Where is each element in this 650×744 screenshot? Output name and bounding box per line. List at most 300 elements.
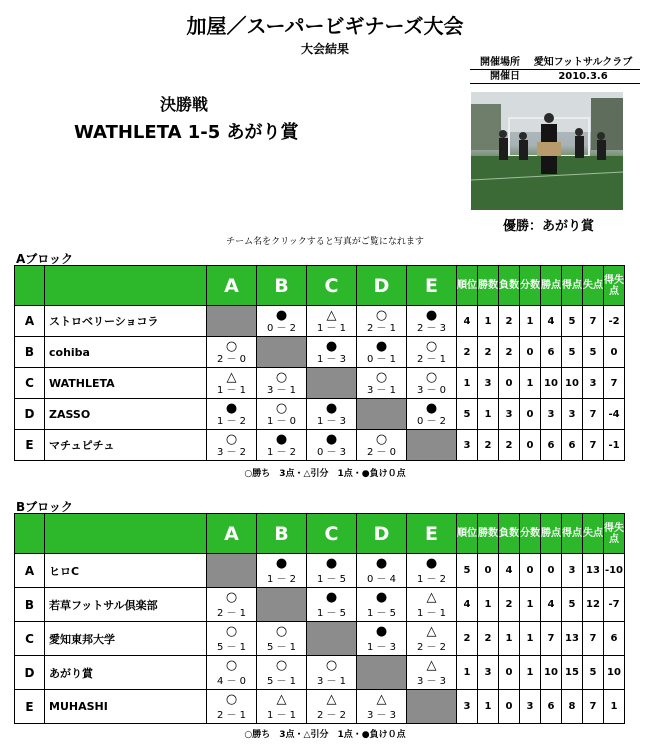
match-score: 2 － 2: [416, 642, 447, 653]
team-name-cell: [45, 554, 207, 588]
match-result: [357, 588, 407, 622]
self-match-cell: [407, 690, 457, 724]
stat-value: 0: [499, 656, 520, 690]
match-result: [407, 337, 457, 368]
stat-value: 1: [520, 656, 541, 690]
stat-value: 2: [499, 430, 520, 461]
stat-value: 2: [478, 430, 499, 461]
row-letter: B: [15, 588, 45, 622]
match-result: [207, 656, 257, 690]
team-name-link[interactable]: 若草フットサル倶楽部: [49, 598, 158, 612]
match-result: [207, 690, 257, 724]
match-result: [307, 337, 357, 368]
stat-header: 得点: [562, 266, 583, 306]
match-result: [357, 368, 407, 399]
row-letter: D: [15, 399, 45, 430]
row-letter: E: [15, 690, 45, 724]
team-name-link[interactable]: あがり賞: [49, 666, 93, 680]
block-a-title: Aブロック: [16, 252, 74, 266]
stat-header: 分数: [520, 266, 541, 306]
table-row: [15, 337, 625, 368]
date-value: 2010.3.6: [558, 71, 608, 82]
venue-value: 愛知フットサルクラブ: [533, 57, 633, 68]
table-row: [15, 588, 625, 622]
result-symbol: ●: [225, 401, 238, 416]
match-score: 2 － 0: [366, 447, 397, 458]
stat-header: 得点: [562, 514, 583, 554]
result-symbol: ○: [225, 658, 238, 673]
result-symbol: ○: [225, 692, 238, 707]
match-score: 1 － 5: [366, 608, 397, 619]
stat-header: 順位: [457, 266, 478, 306]
result-symbol: ○: [275, 370, 288, 385]
venue-label: 開催場所: [480, 57, 520, 68]
row-letter: D: [15, 656, 45, 690]
stat-value: 10: [541, 368, 562, 399]
table-row: [15, 690, 625, 724]
stat-value: 10: [562, 368, 583, 399]
stat-value: 1: [520, 622, 541, 656]
stat-value: 3: [478, 368, 499, 399]
stat-value: -10: [604, 554, 625, 588]
stat-value: 1: [604, 690, 625, 724]
result-symbol: ●: [275, 308, 288, 323]
stat-value: 5: [457, 554, 478, 588]
result-symbol: △: [326, 308, 337, 323]
match-result: [407, 306, 457, 337]
stat-value: 4: [541, 306, 562, 337]
result-symbol: ○: [275, 658, 288, 673]
column-header-a: A: [207, 514, 257, 554]
result-symbol: ●: [325, 432, 338, 447]
stat-header: 失点: [583, 266, 604, 306]
stat-value: 2: [457, 337, 478, 368]
match-result: [307, 656, 357, 690]
result-symbol: ○: [275, 401, 288, 416]
team-name-link[interactable]: ヒロC: [49, 564, 80, 578]
stat-value: 3: [457, 430, 478, 461]
stat-header: 勝数: [478, 266, 499, 306]
match-result: [307, 430, 357, 461]
stat-value: 7: [541, 622, 562, 656]
match-result: [257, 656, 307, 690]
match-result: [357, 690, 407, 724]
column-header-b: B: [257, 514, 307, 554]
result-symbol: ○: [425, 370, 438, 385]
self-match-cell: [307, 368, 357, 399]
table-row: [15, 306, 625, 337]
match-score: 0 － 2: [266, 323, 297, 334]
match-result: [357, 622, 407, 656]
page-title: 加屋／スーパービギナーズ大会: [186, 14, 464, 38]
stat-header: 勝数: [478, 514, 499, 554]
stat-header: 失点: [583, 514, 604, 554]
stat-value: 0: [478, 554, 499, 588]
event-info: [470, 56, 640, 84]
date-row: [470, 70, 640, 84]
match-result: [207, 588, 257, 622]
result-symbol: ○: [375, 432, 388, 447]
result-symbol: △: [376, 692, 387, 707]
stat-value: 4: [457, 306, 478, 337]
result-symbol: △: [426, 590, 437, 605]
result-symbol: ●: [375, 339, 388, 354]
venue-row: [470, 56, 640, 70]
match-score: 1 － 2: [266, 447, 297, 458]
table-header-row: [15, 266, 625, 306]
stat-value: 6: [604, 622, 625, 656]
stat-value: 1: [478, 306, 499, 337]
block-a-legend: ○勝ち 3点・△引分 1点・●負け０点: [244, 469, 406, 479]
match-result: [357, 306, 407, 337]
team-name-cell: [45, 656, 207, 690]
match-score: 0 － 2: [416, 416, 447, 427]
match-score: 2 － 1: [366, 323, 397, 334]
result-symbol: ●: [325, 339, 338, 354]
column-header-c: C: [307, 514, 357, 554]
stat-value: 1: [520, 588, 541, 622]
team-name-cell: [45, 622, 207, 656]
team-name-link[interactable]: ZASSO: [49, 407, 91, 421]
table-row: [15, 399, 625, 430]
column-header-c: C: [307, 266, 357, 306]
stat-value: 5: [583, 656, 604, 690]
team-name-cell: [45, 368, 207, 399]
self-match-cell: [257, 588, 307, 622]
result-symbol: ●: [375, 624, 388, 639]
team-name-cell: [45, 690, 207, 724]
stat-value: 7: [583, 690, 604, 724]
team-name-cell: [45, 430, 207, 461]
match-score: 3 － 3: [366, 710, 397, 721]
match-result: [207, 368, 257, 399]
stat-value: 1: [478, 588, 499, 622]
team-name-link[interactable]: MUHASHI: [49, 700, 108, 713]
stat-header: 勝点: [541, 266, 562, 306]
stat-value: 15: [562, 656, 583, 690]
match-score: 0 － 3: [316, 447, 347, 458]
stat-value: 4: [499, 554, 520, 588]
result-symbol: ●: [375, 556, 388, 571]
header-team-cell: [45, 266, 207, 306]
result-symbol: ●: [425, 401, 438, 416]
match-result: [257, 622, 307, 656]
stat-value: 1: [478, 690, 499, 724]
team-name-link[interactable]: cohiba: [49, 345, 90, 359]
match-result: [257, 368, 307, 399]
match-result: [307, 399, 357, 430]
stat-value: 1: [520, 368, 541, 399]
table-row: [15, 622, 625, 656]
stat-value: 13: [562, 622, 583, 656]
stat-value: 13: [583, 554, 604, 588]
team-name-cell: [45, 588, 207, 622]
match-score: 2 － 1: [416, 354, 447, 365]
result-symbol: △: [226, 370, 237, 385]
match-score: 1 － 0: [266, 416, 297, 427]
result-symbol: △: [426, 658, 437, 673]
match-score: 2 － 2: [316, 710, 347, 721]
row-letter: A: [15, 554, 45, 588]
match-score: 2 － 1: [216, 608, 247, 619]
team-name-cell: [45, 306, 207, 337]
row-letter: E: [15, 430, 45, 461]
block-b-title: Bブロック: [16, 500, 73, 514]
result-symbol: ●: [425, 308, 438, 323]
match-score: 3 － 1: [266, 385, 297, 396]
result-symbol: ○: [225, 590, 238, 605]
final-score: WATHLETA 1-5 あがり賞: [74, 122, 299, 143]
winner-photo: [471, 92, 623, 210]
self-match-cell: [357, 656, 407, 690]
column-header-d: D: [357, 514, 407, 554]
stat-value: 10: [604, 656, 625, 690]
stat-value: 2: [478, 337, 499, 368]
match-score: 1 － 3: [316, 416, 347, 427]
match-result: [407, 622, 457, 656]
match-score: 5 － 1: [266, 676, 297, 687]
stat-header: 得失点: [604, 514, 625, 554]
match-result: [407, 368, 457, 399]
page-subtitle: 大会結果: [300, 42, 349, 56]
match-result: [257, 306, 307, 337]
stat-value: 0: [520, 399, 541, 430]
stat-value: 0: [499, 690, 520, 724]
match-result: [207, 337, 257, 368]
match-score: 5 － 1: [266, 642, 297, 653]
match-score: 3 － 3: [416, 676, 447, 687]
winner-photo-image: [471, 92, 623, 210]
team-name-link[interactable]: WATHLETA: [49, 376, 115, 390]
column-header-e: E: [407, 514, 457, 554]
match-score: 1 － 1: [316, 323, 347, 334]
stat-value: 3: [457, 690, 478, 724]
result-symbol: ○: [375, 308, 388, 323]
stat-header: 順位: [457, 514, 478, 554]
final-label: 決勝戦: [160, 95, 209, 114]
stat-value: -2: [604, 306, 625, 337]
stat-value: 2: [499, 306, 520, 337]
row-letter: A: [15, 306, 45, 337]
self-match-cell: [307, 622, 357, 656]
match-result: [357, 337, 407, 368]
team-name-link[interactable]: ストロベリーショコラ: [49, 315, 159, 328]
match-score: 2 － 3: [416, 323, 447, 334]
result-symbol: ●: [325, 401, 338, 416]
match-score: 3 － 1: [316, 676, 347, 687]
stat-value: 4: [457, 588, 478, 622]
stat-value: 7: [604, 368, 625, 399]
match-result: [407, 588, 457, 622]
match-result: [357, 430, 407, 461]
stat-value: 0: [604, 337, 625, 368]
team-name-cell: [45, 399, 207, 430]
stat-value: 7: [583, 399, 604, 430]
match-result: [207, 430, 257, 461]
stat-value: 0: [541, 554, 562, 588]
table-row: [15, 656, 625, 690]
table-row: [15, 554, 625, 588]
stat-value: -7: [604, 588, 625, 622]
header-corner: [15, 266, 45, 306]
stat-value: 3: [520, 690, 541, 724]
stat-value: 6: [562, 430, 583, 461]
match-result: [257, 690, 307, 724]
result-symbol: ○: [225, 339, 238, 354]
column-header-d: D: [357, 266, 407, 306]
stat-value: 5: [562, 588, 583, 622]
stat-value: 7: [583, 622, 604, 656]
match-result: [307, 588, 357, 622]
match-result: [307, 306, 357, 337]
match-score: 1 － 3: [316, 354, 347, 365]
self-match-cell: [207, 554, 257, 588]
result-symbol: ○: [325, 658, 338, 673]
stat-value: 6: [541, 690, 562, 724]
match-score: 0 － 1: [366, 354, 397, 365]
stat-value: 2: [499, 588, 520, 622]
result-symbol: ●: [425, 556, 438, 571]
stat-value: 2: [499, 337, 520, 368]
stat-value: -4: [604, 399, 625, 430]
table-row: [15, 430, 625, 461]
stat-value: 0: [520, 337, 541, 368]
match-score: 3 － 0: [416, 385, 447, 396]
match-score: 0 － 4: [366, 574, 397, 585]
stat-value: 1: [520, 306, 541, 337]
match-result: [357, 554, 407, 588]
result-symbol: △: [426, 624, 437, 639]
result-symbol: ○: [275, 624, 288, 639]
match-result: [207, 622, 257, 656]
match-score: 1 － 1: [416, 608, 447, 619]
self-match-cell: [407, 430, 457, 461]
self-match-cell: [207, 306, 257, 337]
result-symbol: ●: [325, 590, 338, 605]
stat-value: -1: [604, 430, 625, 461]
match-score: 1 － 2: [266, 574, 297, 585]
row-letter: C: [15, 368, 45, 399]
match-score: 2 － 1: [216, 710, 247, 721]
header-corner: [15, 514, 45, 554]
result-symbol: △: [276, 692, 287, 707]
stat-value: 3: [583, 368, 604, 399]
match-result: [407, 656, 457, 690]
self-match-cell: [257, 337, 307, 368]
match-score: 1 － 5: [316, 608, 347, 619]
stat-header: 負数: [499, 266, 520, 306]
column-header-b: B: [257, 266, 307, 306]
team-name-link[interactable]: 愛知東邦大学: [49, 632, 115, 646]
row-letter: C: [15, 622, 45, 656]
stat-value: 3: [562, 554, 583, 588]
table-header-row: [15, 514, 625, 554]
result-symbol: ○: [375, 370, 388, 385]
click-note: チーム名をクリックすると写真がご覧になれます: [226, 237, 424, 247]
stat-value: 5: [562, 306, 583, 337]
match-score: 2 － 0: [216, 354, 247, 365]
match-score: 1 － 1: [266, 710, 297, 721]
match-score: 3 － 2: [216, 447, 247, 458]
match-result: [307, 554, 357, 588]
block-a-table: [14, 265, 625, 461]
match-result: [407, 399, 457, 430]
result-symbol: ○: [225, 432, 238, 447]
column-header-a: A: [207, 266, 257, 306]
stat-value: 0: [499, 368, 520, 399]
match-score: 1 － 1: [216, 385, 247, 396]
stat-value: 7: [583, 306, 604, 337]
table-row: [15, 368, 625, 399]
stat-value: 12: [583, 588, 604, 622]
match-result: [207, 399, 257, 430]
stat-value: 1: [499, 622, 520, 656]
result-symbol: ●: [375, 590, 388, 605]
stat-value: 1: [457, 656, 478, 690]
stat-value: 5: [562, 337, 583, 368]
self-match-cell: [357, 399, 407, 430]
stat-value: 6: [541, 430, 562, 461]
block-b-table: [14, 513, 625, 724]
result-symbol: ○: [225, 624, 238, 639]
stat-value: 7: [583, 430, 604, 461]
team-name-link[interactable]: マチュピチュ: [49, 439, 115, 452]
stat-value: 2: [457, 622, 478, 656]
stat-value: 5: [457, 399, 478, 430]
stat-value: 4: [541, 588, 562, 622]
stat-value: 1: [457, 368, 478, 399]
stat-value: 3: [478, 656, 499, 690]
stat-header: 勝点: [541, 514, 562, 554]
stat-value: 1: [478, 399, 499, 430]
stat-value: 8: [562, 690, 583, 724]
column-header-e: E: [407, 266, 457, 306]
match-result: [407, 554, 457, 588]
team-name-cell: [45, 337, 207, 368]
stat-value: 2: [478, 622, 499, 656]
result-symbol: △: [326, 692, 337, 707]
header-team-cell: [45, 514, 207, 554]
match-score: 1 － 2: [416, 574, 447, 585]
match-score: 1 － 3: [366, 642, 397, 653]
stat-value: 5: [583, 337, 604, 368]
winner-caption: 優勝：あがり賞: [502, 219, 594, 234]
stat-value: 3: [541, 399, 562, 430]
stat-value: 3: [499, 399, 520, 430]
block-b-legend: ○勝ち 3点・△引分 1点・●負け０点: [244, 730, 406, 740]
stat-header: 負数: [499, 514, 520, 554]
match-result: [257, 399, 307, 430]
result-symbol: ●: [325, 556, 338, 571]
stat-value: 3: [562, 399, 583, 430]
result-symbol: ●: [275, 556, 288, 571]
row-letter: B: [15, 337, 45, 368]
stat-value: 0: [520, 430, 541, 461]
match-score: 1 － 5: [316, 574, 347, 585]
date-label: 開催日: [490, 71, 520, 82]
stat-value: 10: [541, 656, 562, 690]
match-result: [257, 430, 307, 461]
match-result: [307, 690, 357, 724]
match-score: 3 － 1: [366, 385, 397, 396]
stat-value: 6: [541, 337, 562, 368]
stat-header: 分数: [520, 514, 541, 554]
result-symbol: ●: [275, 432, 288, 447]
match-score: 4 － 0: [216, 676, 247, 687]
match-result: [257, 554, 307, 588]
stat-value: 0: [520, 554, 541, 588]
result-symbol: ○: [425, 339, 438, 354]
